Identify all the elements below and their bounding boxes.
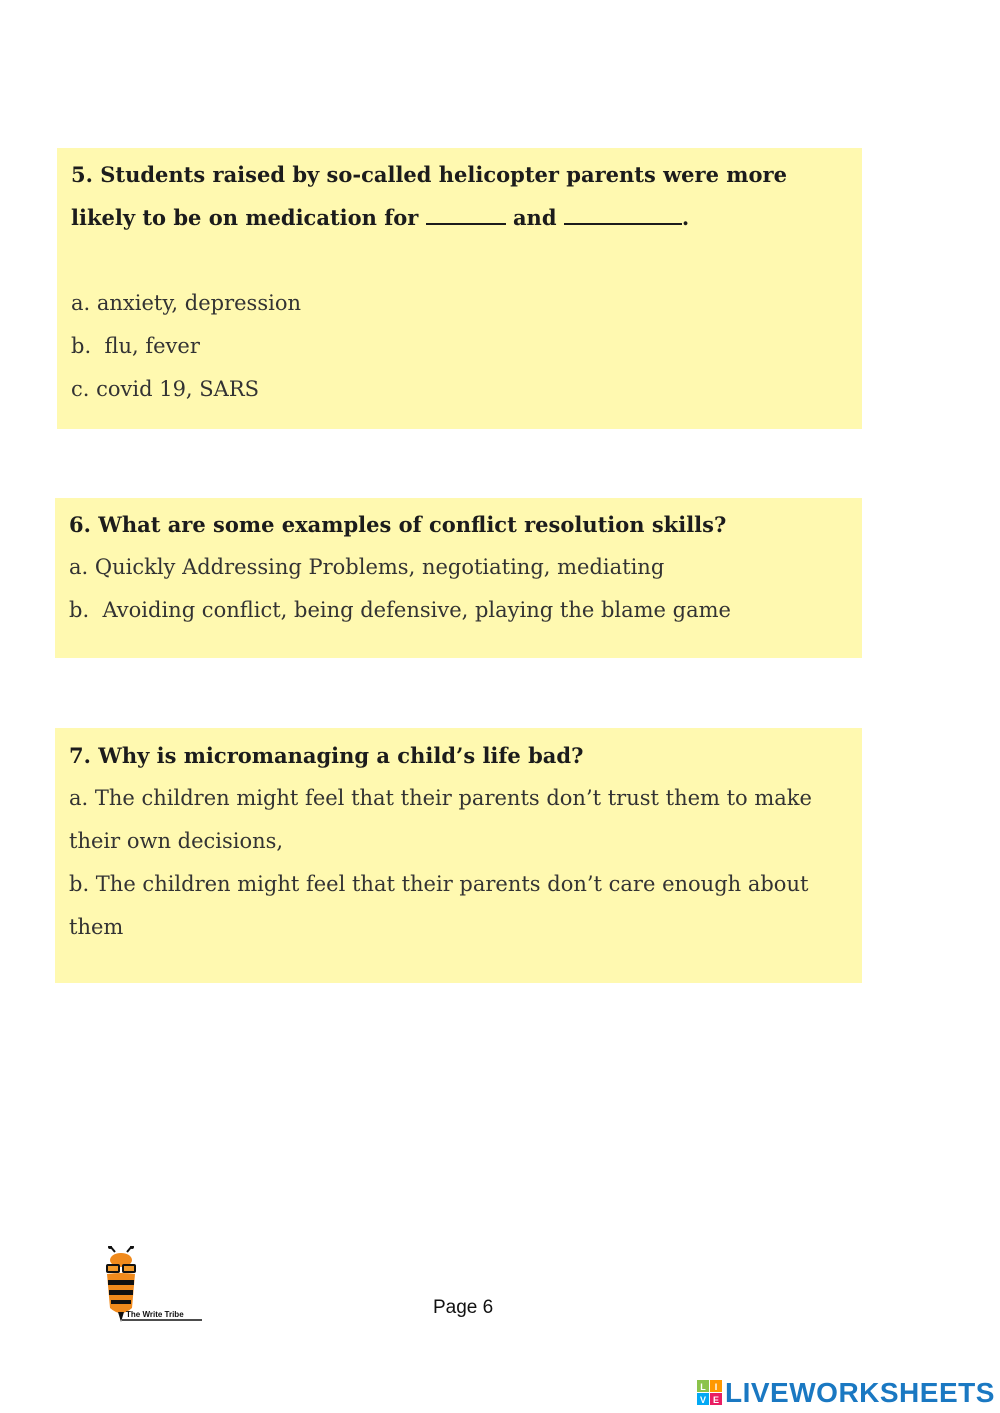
question-6-box: [55, 498, 862, 658]
liveworksheets-logo-icon: [697, 1380, 723, 1406]
question-5-box: [57, 148, 862, 429]
question-6-title: 6. What are some examples of conflict resolution skills?: [69, 512, 727, 537]
question-7-option-b[interactable]: b. The children might feel that their parents don’t care enough about them: [69, 872, 809, 939]
bee-icon: [96, 1246, 206, 1326]
answer-blank-2[interactable]: [564, 205, 682, 225]
question-5-option-a[interactable]: a. anxiety, depression: [71, 291, 301, 315]
question-6-option-b[interactable]: b. Avoiding conflict, being defensive, playing the blame game: [69, 598, 731, 622]
write-tribe-logo: [96, 1246, 206, 1326]
question-5-title-text-a: likely to be on medication for: [71, 205, 426, 230]
svg-text:E: E: [712, 1395, 720, 1405]
question-6-option-a[interactable]: a. Quickly Addressing Problems, negotiating, mediating: [69, 555, 665, 579]
logo-text: The Write Tribe: [126, 1310, 184, 1319]
question-5-title-text-b: and: [505, 205, 564, 230]
page-number: Page 6: [433, 1297, 494, 1318]
liveworksheets-brand[interactable]: [697, 1375, 995, 1411]
question-5-title-line2: [71, 196, 848, 239]
question-5-option-c[interactable]: c. covid 19, SARS: [71, 377, 260, 401]
question-5-title-text-c: .: [681, 205, 690, 230]
answer-blank-1[interactable]: [426, 205, 506, 225]
question-5-title-line1: 5. Students raised by so-called helicopter parents were more: [71, 162, 787, 187]
question-5-option-b[interactable]: b. flu, fever: [71, 334, 200, 358]
question-7-option-a[interactable]: a. The children might feel that their parents don’t trust them to make their own decisions,: [69, 786, 812, 853]
svg-text:V: V: [699, 1395, 707, 1405]
liveworksheets-text: LIVEWORKSHEETS: [725, 1377, 995, 1408]
svg-text:L: L: [700, 1382, 706, 1392]
svg-text:I: I: [714, 1382, 718, 1392]
question-7-box: [55, 728, 862, 983]
question-7-title: 7. Why is micromanaging a child’s life bad?: [69, 743, 584, 768]
